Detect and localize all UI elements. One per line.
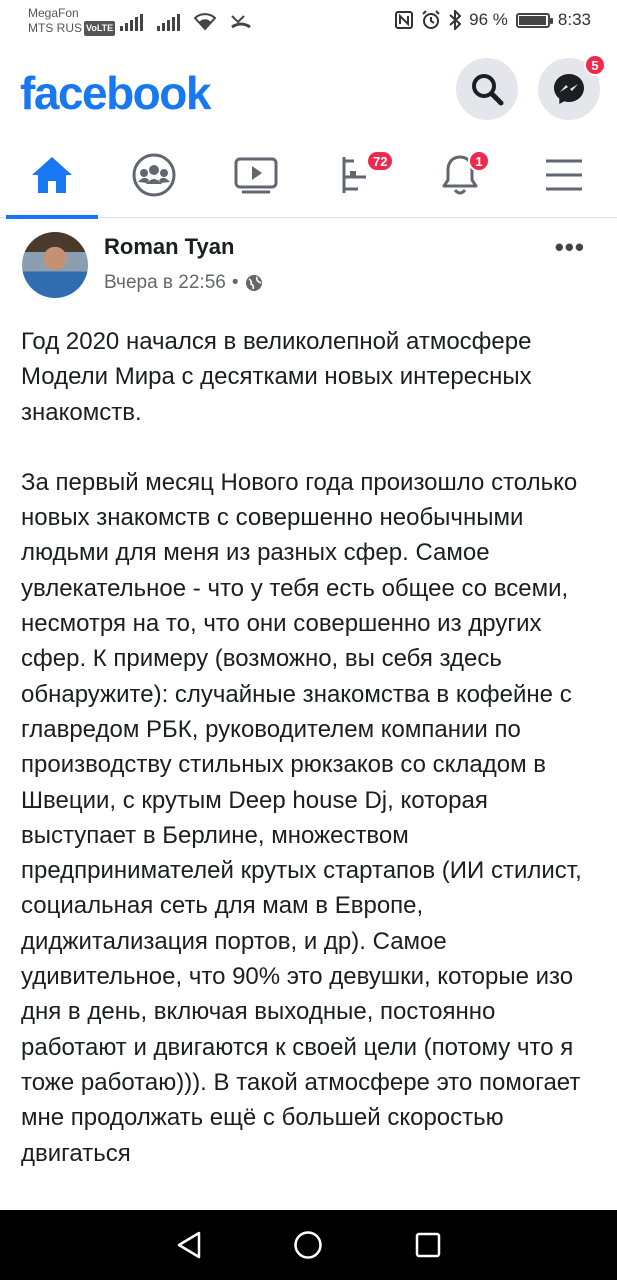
tab-home[interactable] [2, 132, 102, 218]
tab-marketplace[interactable] [308, 132, 408, 218]
avatar[interactable] [22, 232, 88, 298]
search-button[interactable] [456, 58, 518, 120]
facebook-logo[interactable]: facebook [20, 67, 210, 119]
carrier-primary: MegaFon [28, 6, 79, 20]
meta-separator: • [231, 272, 239, 293]
menu-icon [544, 158, 584, 192]
missed-call-icon [230, 13, 252, 31]
video-icon [234, 156, 278, 194]
post-meta [104, 272, 263, 294]
messenger-badge: 5 [584, 54, 606, 76]
signal-icon [157, 13, 180, 31]
nfc-icon [395, 11, 413, 29]
home-circle-icon[interactable] [293, 1230, 323, 1260]
back-icon[interactable] [175, 1230, 203, 1260]
clock: 8:33 [557, 10, 591, 29]
battery-fill [519, 16, 546, 25]
system-nav-bar [0, 1210, 617, 1280]
recents-icon[interactable] [414, 1231, 442, 1259]
home-icon [30, 155, 74, 195]
post-timestamp[interactable]: Вчера в 22:56 [104, 272, 226, 293]
tab-watch[interactable] [206, 132, 306, 218]
signal-icon [120, 13, 143, 31]
alarm-icon [421, 10, 441, 30]
wifi-icon [194, 13, 216, 31]
app-header [0, 50, 617, 132]
volte-badge: VoLTE [84, 21, 115, 36]
battery-icon [516, 13, 550, 28]
post-more-button[interactable]: ••• [554, 232, 585, 262]
messenger-button[interactable] [538, 58, 600, 120]
tab-bar [0, 132, 617, 218]
groups-icon [131, 152, 177, 198]
post-paragraph: За первый месяц Нового года произошло столько новых знакомств с совершенно необычными людьми для меня из разных сфер. Самое увлекательное - что у тебя есть общее со всеми, несмотря на то, что они совершенно из других сфер. К примеру (возможно, вы себя здесь обнаружите): случайные знакомства в кофейне с главредом РБК, руководителем компании по производству стильных рюкзаков со складом в Швеции, с крутым Deep house Dj, которая выступает в Берлине, множеством предпринимателей крутых стартапов (ИИ стилист, социальная сеть для мам в Европе, диджитализация портов, и др). Самое удивительное, что 90% это девушки, которые изо дня в день, включая выходные, постоянно работают и двигаются к своей цели (потому что я тоже работаю))). В такой атмосфере это помогает мне продолжать ещё с большей скоростью двигаться [21, 468, 582, 1167]
tab-menu[interactable] [514, 132, 614, 218]
messenger-icon [552, 72, 586, 106]
search-icon [470, 72, 504, 106]
marketplace-badge: 72 [366, 150, 394, 172]
tab-groups[interactable] [104, 132, 204, 218]
battery-percent: 96 % [469, 10, 508, 29]
post-paragraph: Год 2020 начался в великолепной атмосфере Модели Мира с десятками новых интересных знакомств. [21, 328, 532, 426]
post-text [21, 324, 601, 1206]
notifications-badge: 1 [468, 150, 490, 172]
status-icons-left [120, 10, 252, 34]
bluetooth-icon [449, 10, 461, 30]
carrier-secondary-label: MTS RUS [28, 21, 82, 35]
tab-notifications[interactable] [410, 132, 510, 218]
post-author[interactable]: Roman Tyan [104, 234, 235, 259]
globe-icon [245, 274, 263, 292]
status-bar [0, 0, 617, 50]
carrier-info [28, 6, 115, 36]
status-icons-right [395, 10, 591, 30]
carrier-secondary [28, 21, 115, 36]
